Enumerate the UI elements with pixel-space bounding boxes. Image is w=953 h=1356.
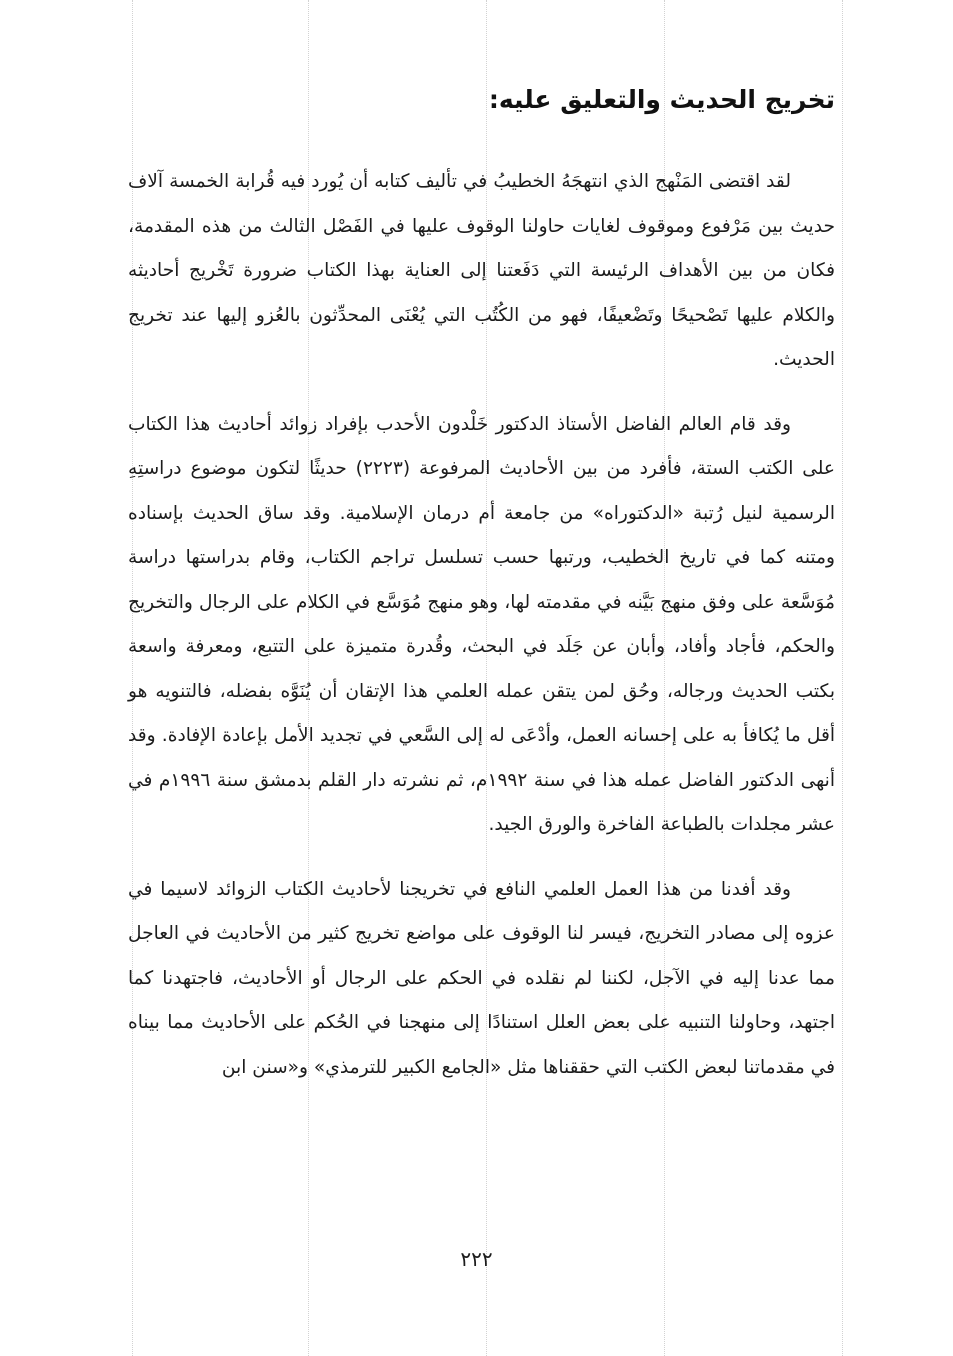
paragraph-2: وقد قام العالم الفاضل الأستاذ الدكتور خَلْدون الأحدب بإفراد زوائد أحاديث هذا الكتاب على الكتب الستة، فأفرد من بين الأحاديث المرفوعة (٢٢٢٣) حديثًا لتكون موضوع دراستِهِ الرسمية لنيل رُتبة «الدكتوراه» من جامعة أم درمان الإسلامية. وقد ساق الحديث بإسناده ومتنه كما في تاريخ الخطيب، ورتبها حسب تسلسل تراجم الكتاب، وقام بدراستها دراسة مُوَسَّعة على وفق منهج بَيَّنه في مقدمته لها، وهو منهج مُوَسَّع في الكلام على الرجال والتخريج والحكم، فأجاد وأفاد، وأبان عن جَلَد في البحث، وقُدرة متميزة على التتبع، ومعرفة واسعة بكتب الحديث ورجاله، وحُق لمن يتقن عمله العلمي هذا الإتقان أن يُنَوَّه بفضله، فالتنويه هو أقل ما يُكافأ به على إحسانه العمل، وأدْعَى له إلى السَّعي في تجديد الأمل بإعادة الإفادة. وقد أنهى الدكتور الفاضل عمله هذا في سنة ١٩٩٢م، ثم نشرته دار القلم بدمشق سنة ١٩٩٦م في عشر مجلدات بالطباعة الفاخرة والورق الجيد. <box>128 413 835 835</box>
section-title: تخريج الحديث والتعليق عليه: <box>488 85 835 114</box>
page-number: ٢٢٢ <box>460 1247 493 1271</box>
document-body <box>128 160 835 1110</box>
paragraph-1: لقد اقتضى المَنْهج الذي انتهجَهُ الخطيبُ في تأليف كتابه أن يُورد فيه قُرابة الخمسة آلاف حديث بين مَرْفوع وموقوف لغايات حاولنا الوقوف عليها في الفَصْل الثالث من هذه المقدمة، فكان من بين الأهداف الرئيسة التي دَفَعتنا إلى العناية بهذا الكتاب ضرورة تَخْريج أحاديثه والكلام عليها تَصْحيحًا وتَضْعيفًا، فهو من الكُتُب التي يُعْنَى المحدِّثون بالعُزو إليها عند تخريج الحديث. <box>128 171 835 370</box>
paragraph-3: وقد أفدنا من هذا العمل العلمي النافع في تخريجنا لأحاديث الكتاب الزوائد لاسيما في عزوه إلى مصادر التخريج، فيسر لنا الوقوف على مواضع تخريج كثير من الأحاديث في العاجل مما عدنا إليه في الآجل، لكننا لم نقلده في الحكم على الرجال أو الأحاديث، فاجتهدنا كما اجتهد، وحاولنا التنبيه على بعض العلل استنادًا إلى منهجنا في الحُكم على الأحاديث مما بيناه في مقدماتنا لبعض الكتب التي حققناها مثل «الجامع الكبير للترمذي» و«سنن ابن <box>128 878 835 1078</box>
